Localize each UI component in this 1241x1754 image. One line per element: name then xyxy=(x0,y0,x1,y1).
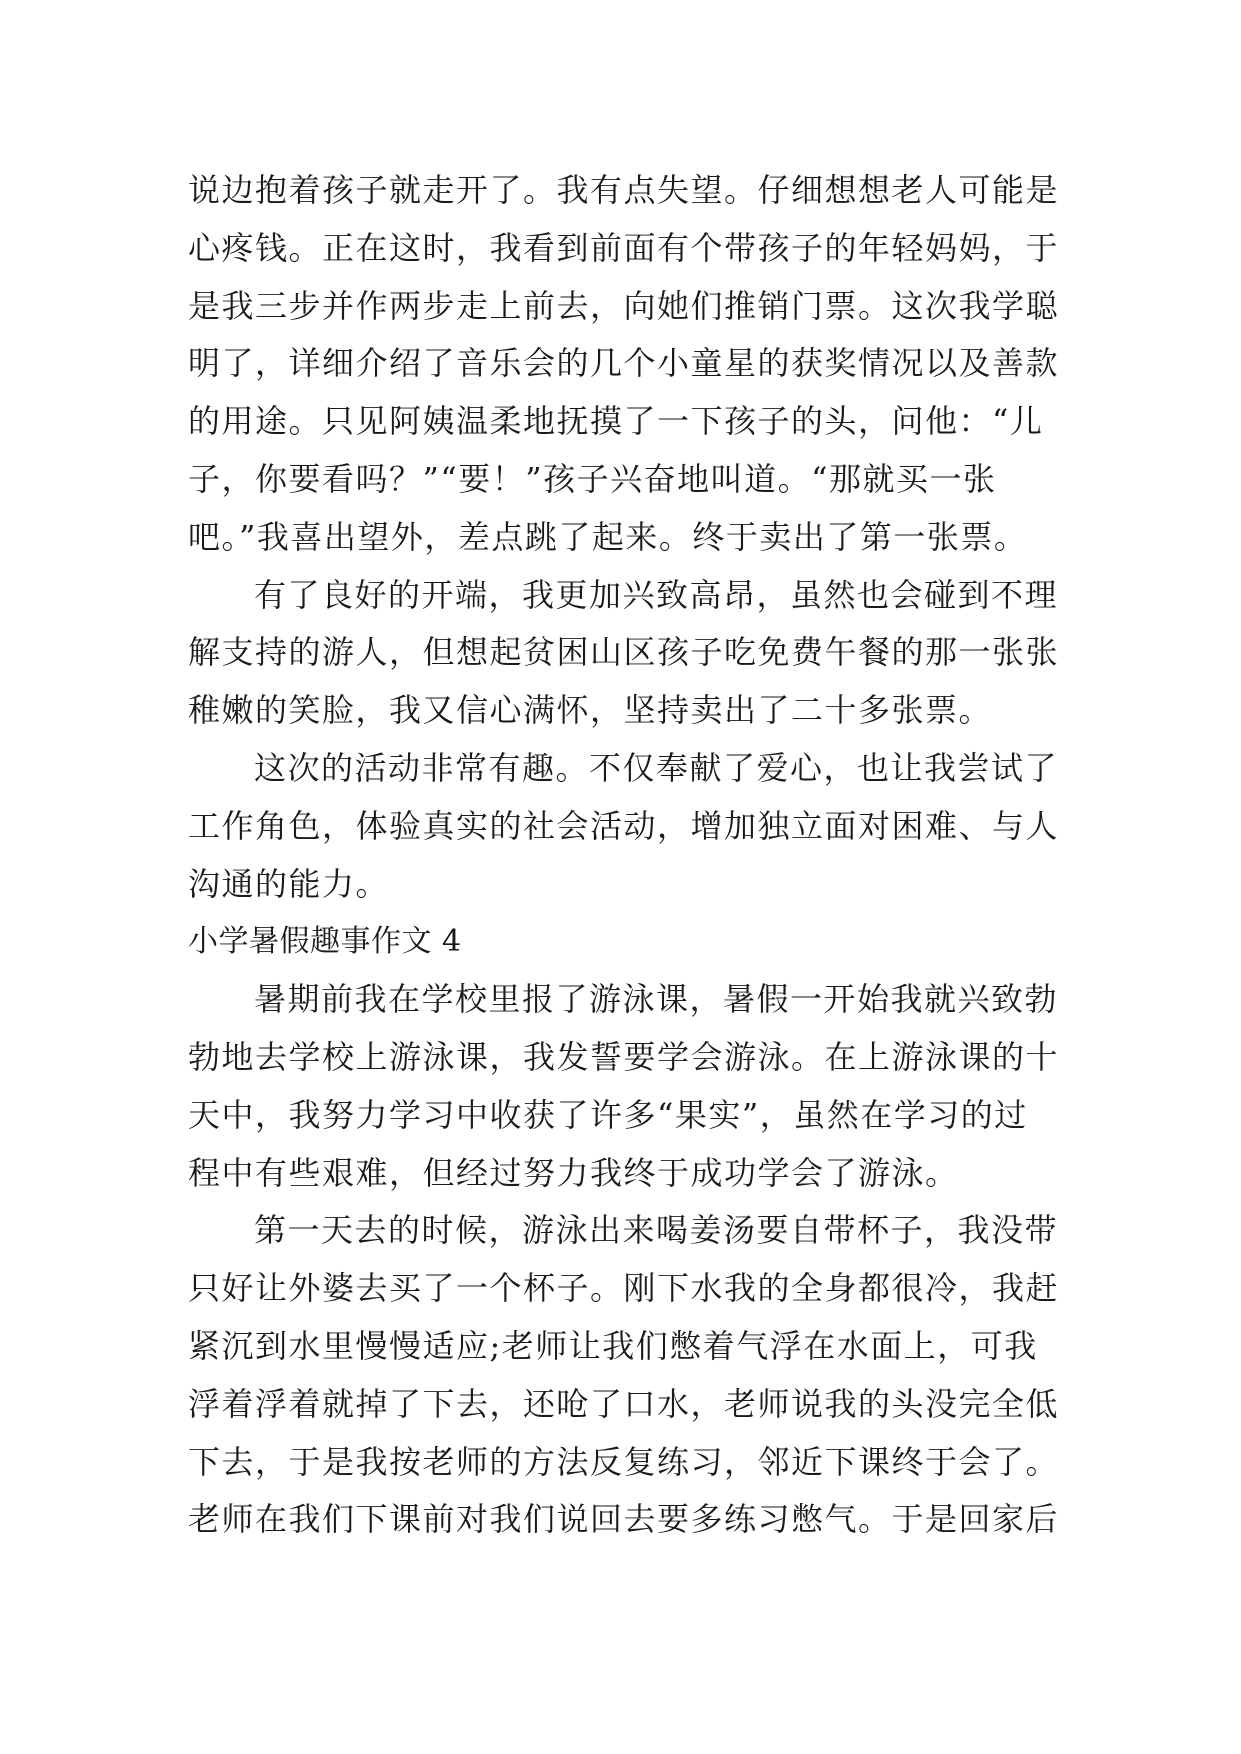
text-line: 老师在我们下课前对我们说回去要多练习憋气。于是回家后 xyxy=(188,1500,1060,1539)
text-line: 只好让外婆去买了一个杯子。刚下水我的全身都很冷，我赶 xyxy=(188,1269,1060,1308)
text-line: 心疼钱。正在这时，我看到前面有个带孩子的年轻妈妈，于 xyxy=(188,228,1060,267)
paragraph-first-line: 暑期前我在学校里报了游泳课，暑假一开始我就兴致勃 xyxy=(254,980,1059,1019)
text-line: 浮着浮着就掉了下去，还呛了口水，老师说我的头没完全低 xyxy=(188,1384,1060,1423)
text-line: 吧。”我喜出望外，差点跳了起来。终于卖出了第一张票。 xyxy=(188,517,1028,556)
text-line: 沟通的能力。 xyxy=(188,864,390,903)
text-line: 天中，我努力学习中收获了许多“果实”，虽然在学习的过 xyxy=(188,1095,1028,1134)
document-body xyxy=(188,162,1068,1549)
text-line: 的用途。只见阿姨温柔地抚摸了一下孩子的头，问他：“儿 xyxy=(188,402,1044,441)
paragraph-first-line: 有了良好的开端，我更加兴致高昂，虽然也会碰到不理 xyxy=(254,575,1059,614)
text-line: 程中有些艰难，但经过努力我终于成功学会了游泳。 xyxy=(188,1153,959,1192)
paragraph-first-line: 第一天去的时候，游泳出来喝姜汤要自带杯子，我没带 xyxy=(254,1211,1059,1250)
text-line: 紧沉到水里慢慢适应;老师让我们憋着气浮在水面上，可我 xyxy=(188,1326,1038,1365)
text-line: 解支持的游人，但想起贫困山区孩子吃免费午餐的那一张张 xyxy=(188,633,1060,672)
text-line: 勃地去学校上游泳课，我发誓要学会游泳。在上游泳课的十 xyxy=(188,1037,1060,1076)
section-heading: 小学暑假趣事作文 4 xyxy=(188,924,462,960)
text-line: 是我三步并作两步走上前去，向她们推销门票。这次我学聪 xyxy=(188,286,1060,325)
text-line: 说边抱着孩子就走开了。我有点失望。仔细想想老人可能是 xyxy=(188,171,1060,209)
text-line: 子，你要看吗？”“要！”孩子兴奋地叫道。“那就买一张 xyxy=(188,459,997,498)
text-line: 明了，详细介绍了音乐会的几个小童星的获奖情况以及善款 xyxy=(188,344,1060,383)
text-line: 稚嫩的笑脸，我又信心满怀，坚持卖出了二十多张票。 xyxy=(188,691,993,730)
text-line: 下去，于是我按老师的方法反复练习，邻近下课终于会了。 xyxy=(188,1442,1060,1481)
paragraph-first-line: 这次的活动非常有趣。不仅奉献了爱心，也让我尝试了 xyxy=(254,748,1059,787)
text-line: 工作角色，体验真实的社会活动，增加独立面对困难、与人 xyxy=(188,806,1060,845)
